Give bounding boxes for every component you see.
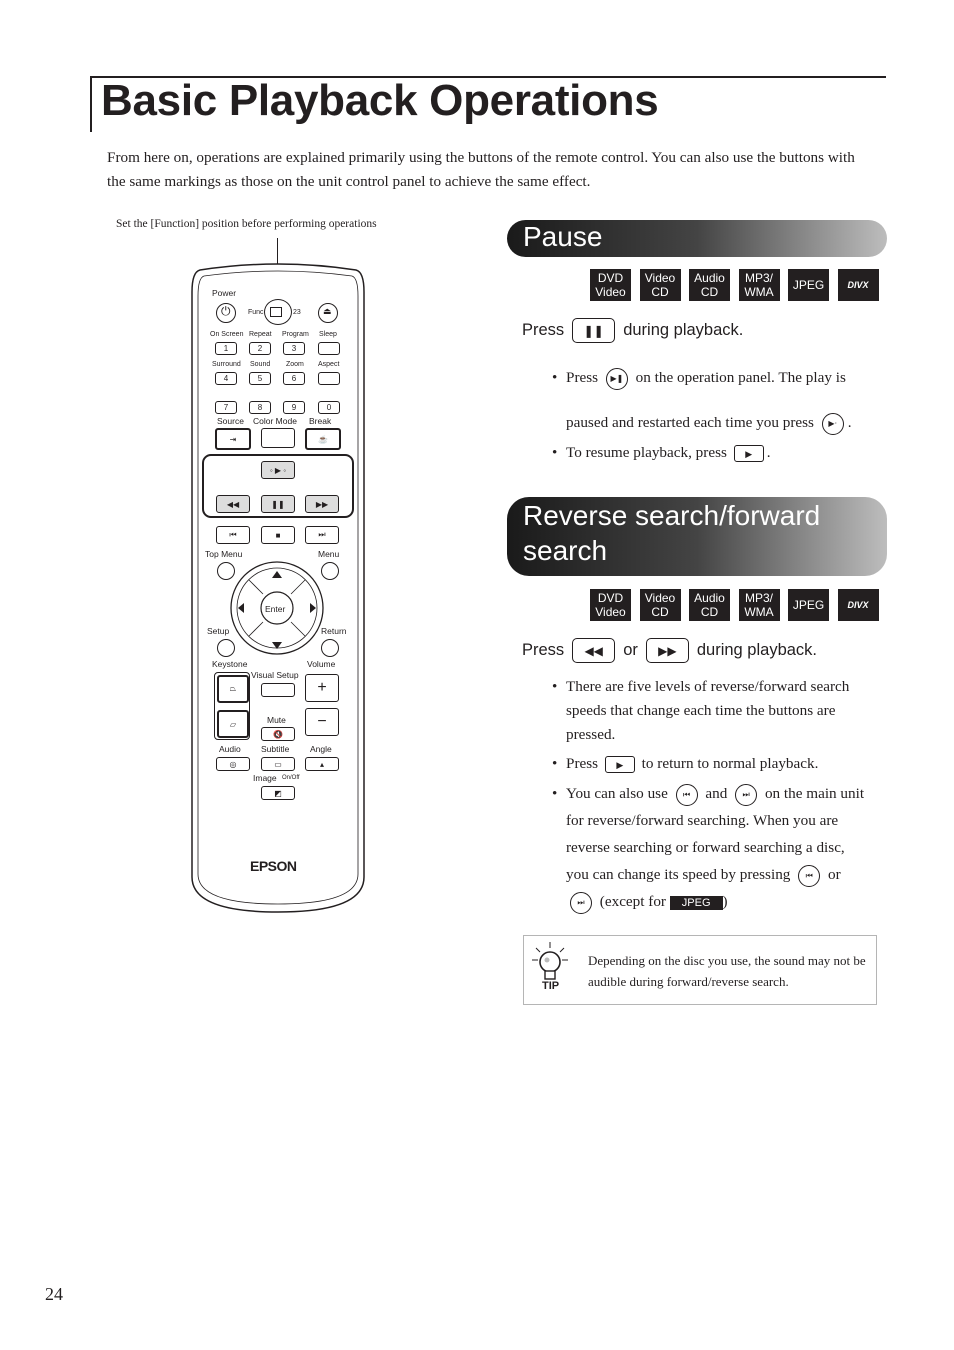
image-sublabel: On/Off — [282, 775, 300, 781]
press-text: Press — [522, 321, 565, 339]
page-title: Basic Playback Operations — [101, 76, 659, 125]
pause-instruction — [522, 318, 743, 343]
or-text: or — [623, 641, 638, 659]
page-number: 24 — [45, 1284, 63, 1304]
button-9[interactable]: 9 — [283, 401, 305, 414]
tip-text: Depending on the disc you use, the sound may not be audible during forward/reverse search. — [588, 953, 866, 989]
top-menu-label: Top Menu — [205, 549, 243, 559]
badge-dvd-video: DVD Video — [590, 589, 631, 621]
epson-logo: EPSON — [250, 858, 297, 874]
tip-icon — [530, 940, 570, 997]
image-label: Image — [253, 773, 277, 783]
pause-bullet-1: • Press ▶❚ on the operation panel. The play is — [552, 366, 882, 390]
menu-button[interactable] — [321, 562, 339, 580]
play-pause-panel-icon: ▶❚ — [606, 368, 628, 390]
stop-button[interactable]: ■ — [261, 526, 295, 544]
setup-label: Setup — [207, 626, 230, 636]
menu-label: Menu — [318, 549, 340, 559]
program-label: Program — [282, 331, 309, 338]
power-icon: ⏻ — [221, 304, 231, 318]
search-instruction — [522, 638, 817, 663]
badge-audio-cd: Audio CD — [689, 589, 730, 621]
color-mode-label: Color Mode — [253, 416, 297, 426]
on-screen-label: On Screen — [210, 331, 244, 338]
button-6[interactable]: 6 — [283, 372, 305, 385]
button-7[interactable]: 7 — [215, 401, 237, 414]
intro-paragraph: From here on, operations are explained primarily using the buttons of the remote control. You can also use the buttons with the same markings as those on the unit control panel to achieve the same effect. — [107, 149, 855, 190]
badge-audio-cd: Audio CD — [689, 269, 730, 301]
pause-bullet-2: • To resume playback, press ▶ . — [552, 444, 771, 461]
volume-up-button[interactable]: + — [305, 674, 339, 702]
play-key-icon: ▶ — [734, 445, 764, 462]
break-button[interactable]: ☕ — [305, 428, 341, 450]
return-label: Return — [321, 626, 347, 636]
previous-button[interactable]: ⏮ — [216, 526, 250, 544]
remote-body — [190, 262, 366, 914]
next-panel-icon: ⏭ — [735, 784, 757, 806]
subtitle-button[interactable]: ▭ — [261, 757, 295, 771]
remote-control — [190, 262, 366, 914]
angle-button[interactable]: ▴ — [305, 757, 339, 771]
repeat-label: Repeat — [249, 331, 272, 338]
keystone-label: Keystone — [212, 659, 248, 669]
top-menu-button[interactable] — [217, 562, 235, 580]
pause-button[interactable]: ❚❚ — [261, 495, 295, 513]
volume-label: Volume — [307, 659, 336, 669]
press-text: Press — [522, 641, 565, 659]
play-pause-panel-icon-2: ▶· — [822, 413, 844, 435]
sleep-button[interactable] — [318, 342, 340, 355]
sleep-label: Sleep — [319, 331, 337, 338]
button-1[interactable]: 1 — [215, 342, 237, 355]
break-label: Break — [309, 416, 332, 426]
search-bullet-3: • You can also use ⏮ and ⏭ on the main unit for reverse/forward searching. When you are reverse searching or forward searching a disc, you can change its speed by pressing ⏮ or ⏭ (except for JPEG ) — [552, 780, 882, 920]
angle-label: Angle — [310, 744, 332, 754]
visual-setup-button[interactable] — [261, 683, 295, 697]
search-bullet-1: • There are five levels of reverse/forward search speeds that change each time the buttons are pressed. — [552, 678, 850, 743]
play-key-icon: ▶ — [605, 756, 635, 773]
aspect-label: Aspect — [318, 361, 340, 368]
during-text: during playback. — [623, 321, 744, 339]
search-bullet-2: • Press ▶ to return to normal playback. — [552, 755, 819, 772]
previous-panel-icon-2: ⏮ — [798, 865, 820, 887]
power-label: Power — [212, 288, 237, 298]
audio-button[interactable]: ◎ — [216, 757, 250, 771]
audio-label: Audio — [219, 744, 241, 754]
volume-down-button[interactable]: − — [305, 708, 339, 736]
next-button[interactable]: ⏭ — [305, 526, 339, 544]
pause-disc-badges — [590, 269, 887, 301]
function-slider[interactable] — [270, 307, 282, 317]
previous-panel-icon: ⏮ — [676, 784, 698, 806]
color-mode-button[interactable] — [261, 428, 295, 448]
button-8[interactable]: 8 — [249, 401, 271, 414]
pause-key-icon: ❚❚ — [572, 318, 615, 343]
play-pause-button[interactable]: ◦ ▶ ◦ — [261, 461, 295, 479]
mute-button[interactable]: 🔇 — [261, 727, 295, 741]
badge-dvd-video: DVD Video — [590, 269, 631, 301]
button-4[interactable]: 4 — [215, 372, 237, 385]
badge-mp3-wma: MP3/ WMA — [739, 589, 780, 621]
zoom-label: Zoom — [286, 361, 304, 368]
title-bar — [90, 76, 92, 132]
pause-bullet-1-cont: paused and restarted each time you press ▶· . — [552, 411, 882, 435]
source-button[interactable]: ⇥ — [215, 428, 251, 450]
sound-label: Sound — [250, 361, 271, 368]
button-5[interactable]: 5 — [249, 372, 271, 385]
enter-button[interactable]: Enter — [265, 604, 286, 614]
keystone-up-button[interactable]: ⏢ — [217, 675, 249, 703]
function-callout: Set the [Function] position before performing operations — [116, 218, 377, 230]
button-0[interactable]: 0 — [318, 401, 340, 414]
source-label: Source — [217, 416, 244, 426]
return-button[interactable] — [321, 639, 339, 657]
rewind-button[interactable]: ◀◀ — [216, 495, 250, 513]
search-heading: Reverse search/forward search — [507, 497, 887, 576]
surround-label: Surround — [212, 361, 241, 368]
badge-jpeg: JPEG — [788, 589, 829, 621]
fast-forward-button[interactable]: ▶▶ — [305, 495, 339, 513]
function-position: 23 — [293, 309, 301, 316]
image-button[interactable]: ◩ — [261, 786, 295, 800]
visual-setup-label: Visual Setup — [251, 670, 299, 680]
badge-divx: DIVX — [838, 269, 879, 301]
setup-button[interactable] — [217, 639, 235, 657]
badge-video-cd: Video CD — [640, 589, 681, 621]
keystone-down-button[interactable]: ⏥ — [217, 710, 249, 738]
badge-jpeg: JPEG — [788, 269, 829, 301]
function-label: Func — [248, 309, 264, 316]
badge-divx: DIVX — [838, 589, 879, 621]
mute-label: Mute — [267, 715, 286, 725]
rewind-key-icon: ◀◀ — [572, 638, 615, 663]
badge-video-cd: Video CD — [640, 269, 681, 301]
next-panel-icon-2: ⏭ — [570, 892, 592, 914]
aspect-button[interactable] — [318, 372, 340, 385]
forward-key-icon: ▶▶ — [646, 638, 689, 663]
jpeg-tag: JPEG — [670, 896, 723, 910]
tip-box — [523, 935, 877, 1005]
subtitle-label: Subtitle — [261, 744, 290, 754]
during-text: during playback. — [696, 641, 818, 659]
search-disc-badges — [590, 589, 887, 621]
pause-heading: Pause — [507, 220, 887, 257]
eject-icon: ⏏ — [323, 306, 332, 316]
button-3[interactable]: 3 — [283, 342, 305, 355]
button-2[interactable]: 2 — [249, 342, 271, 355]
tip-label: TIP — [542, 980, 560, 992]
badge-mp3-wma: MP3/ WMA — [739, 269, 780, 301]
